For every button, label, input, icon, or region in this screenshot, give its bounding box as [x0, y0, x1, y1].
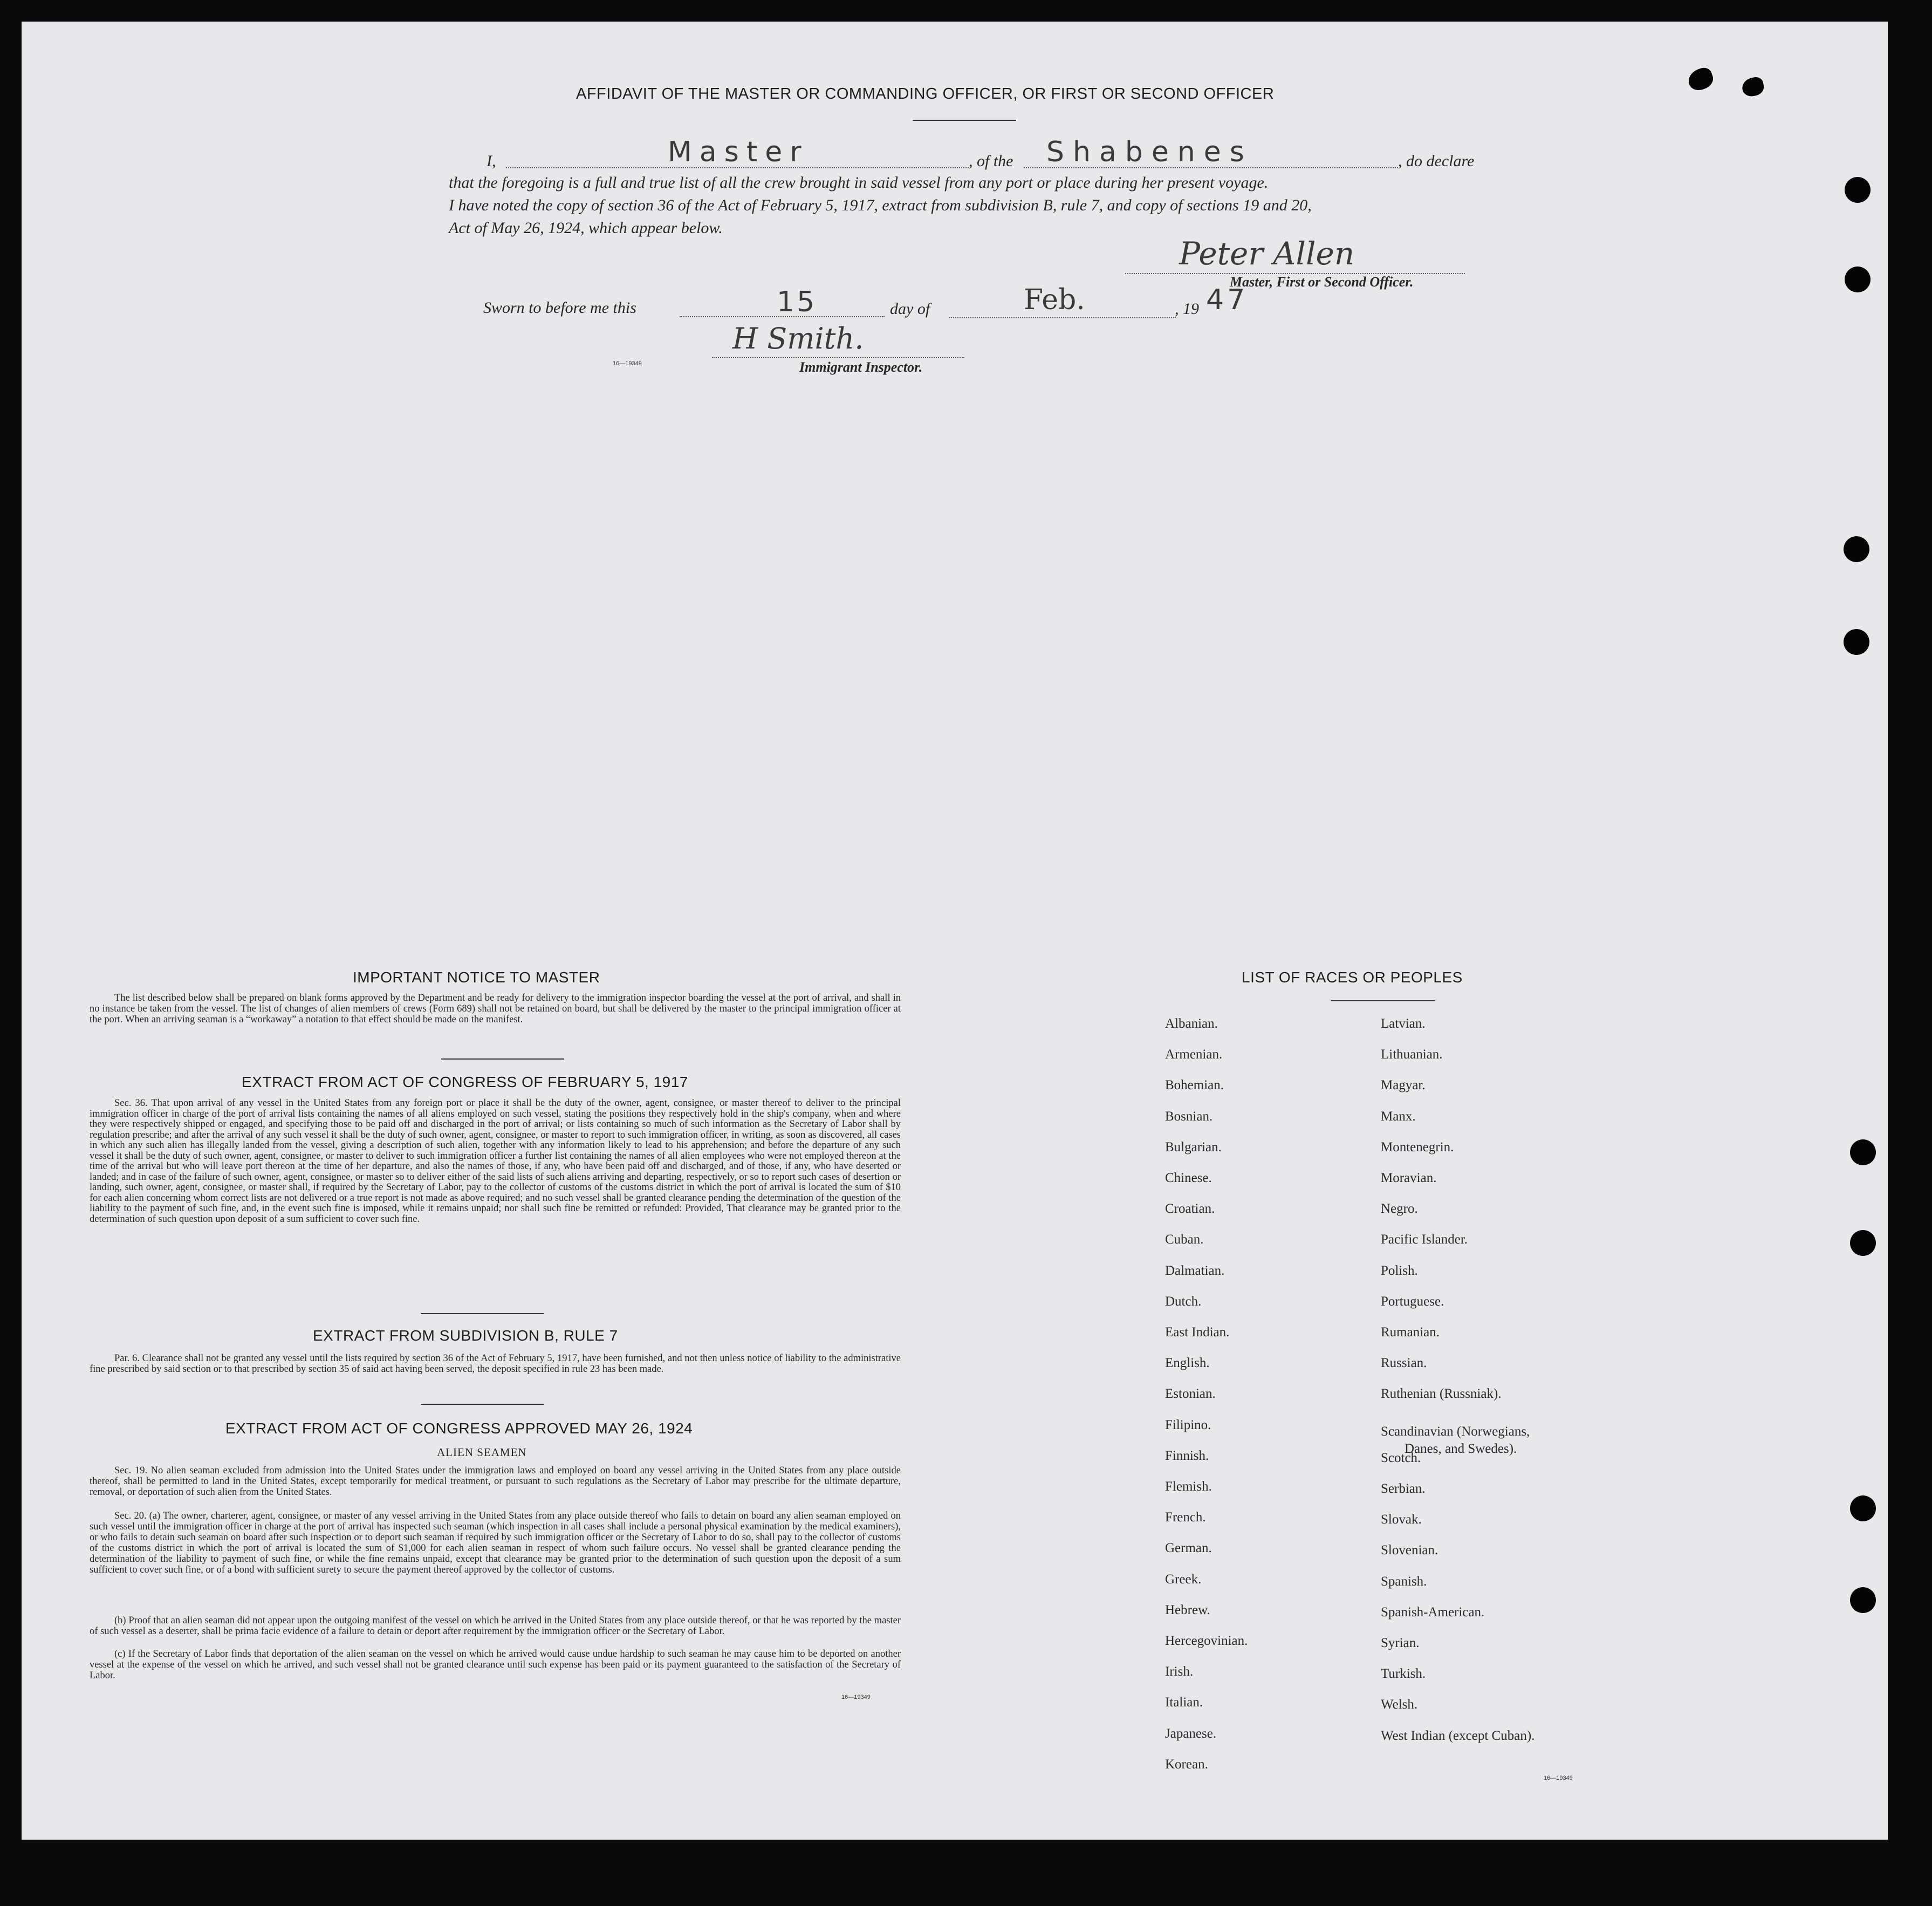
i-label: I,	[487, 152, 496, 170]
race-item: Chinese.	[1165, 1171, 1212, 1185]
master-signature: Peter Allen	[1179, 235, 1355, 272]
punch-hole	[1850, 1230, 1876, 1256]
race-item: Russian.	[1381, 1356, 1427, 1371]
affidavit-line-3: I have noted the copy of section 36 of the Act of February 5, 1917, extract from subdivision B, rule 7, and copy of sections 19 and 20,	[449, 196, 1312, 214]
notice-body: The list described below shall be prepared on blank forms approved by the Department and be ready for delivery to the immigration inspector boarding the vessel at the port of arrival, and shall in no instance be taken from the vessel. The list of changes of alien members of crews (Form 689) shall not be retained on board, but shall be delivered by the master to the principal immigration officer at the port. When an arriving seaman is a “workaway” a notation to that effect should be made on the manifest.	[90, 993, 901, 1025]
of-the-label: , of the	[969, 152, 1013, 170]
name-field-value: Master	[668, 136, 809, 168]
race-item: Greek.	[1165, 1572, 1202, 1587]
race-item: German.	[1165, 1541, 1212, 1556]
race-item: West Indian (except Cuban).	[1381, 1728, 1535, 1743]
race-item: Ruthenian (Russniak).	[1381, 1386, 1502, 1402]
affidavit-line-2: that the foregoing is a full and true list of all the crew brought in said vessel from any port or place during her present voyage.	[449, 174, 1269, 192]
race-item: Welsh.	[1381, 1697, 1418, 1712]
extract-form-number: 16—19349	[841, 1694, 871, 1700]
extract-1917-divider	[421, 1313, 544, 1314]
race-item: Scotch.	[1381, 1450, 1421, 1465]
day-of-label: day of	[890, 300, 930, 318]
race-item: Syrian.	[1381, 1636, 1420, 1650]
race-item: Rumanian.	[1381, 1325, 1440, 1340]
inspector-signature-line	[712, 357, 964, 358]
race-item: Polish.	[1381, 1263, 1418, 1278]
races-form-number: 16—19349	[1544, 1775, 1573, 1781]
race-item: Portuguese.	[1381, 1294, 1444, 1309]
race-item: Bosnian.	[1165, 1109, 1213, 1124]
sec-19-body: Sec. 19. No alien seaman excluded from admission into the United States under the immigration laws and employed on board any vessel arriving in the United States from any place outside thereof, shall be permitted to land in the United States, except temporarily for medical treatment, or pursuant to such regulations as the Secretary of Labor may prescribe for the ultimate departure, removal, or deportation of such alien from the United States.	[90, 1465, 901, 1498]
race-item: Estonian.	[1165, 1386, 1216, 1402]
race-item: East Indian.	[1165, 1325, 1230, 1340]
race-item: Filipino.	[1165, 1417, 1211, 1432]
race-item: Korean.	[1165, 1757, 1208, 1772]
races-title: LIST OF RACES OR PEOPLES	[1242, 969, 1463, 986]
year-prefix: , 19	[1175, 300, 1199, 318]
race-item: Spanish-American.	[1381, 1604, 1485, 1620]
race-item: Irish.	[1165, 1664, 1194, 1679]
day-field-value: 15	[777, 286, 817, 318]
sec-20c-body: (c) If the Secretary of Labor finds that deportation of the alien seaman on the vessel on which he arrived would cause undue hardship to such seaman he may cause him to be deported on another vessel at the expense of the vessel on which he arrived, and such vessel shall not be granted clearance until such expense has been paid or its payment guaranteed to the satisfaction of the Secretary of Labor.	[90, 1649, 901, 1681]
extract-1917-title: EXTRACT FROM ACT OF CONGRESS OF FEBRUARY 5, 1917	[242, 1074, 688, 1090]
race-item: Spanish.	[1381, 1574, 1427, 1589]
alien-seamen-subtitle: ALIEN SEAMEN	[437, 1446, 527, 1459]
race-item: Lithuanian.	[1381, 1047, 1443, 1062]
races-divider	[1331, 1000, 1435, 1001]
race-item: Slovenian.	[1381, 1543, 1438, 1558]
race-item: Japanese.	[1165, 1726, 1217, 1741]
form-number: 16—19349	[613, 360, 642, 367]
month-field-value: Feb.	[1024, 284, 1085, 316]
extract-1924-title: EXTRACT FROM ACT OF CONGRESS APPROVED MAY 26, 1924	[225, 1420, 693, 1437]
race-item: Montenegrin.	[1381, 1139, 1454, 1154]
affidavit-title: AFFIDAVIT OF THE MASTER OR COMMANDING OFFICER, OR FIRST OR SECOND OFFICER	[576, 85, 1275, 103]
race-item: Cuban.	[1165, 1232, 1204, 1247]
extract-1917-body: Sec. 36. That upon arrival of any vessel in the United States from any foreign port or place it shall be the duty of the owner, agent, consignee, or master thereof to deliver to the principal immigration officer in charge of the port of arrival lists containing the names of all aliens employed on such vessel, stating the positions they respectively hold in the ship's company, when and where they were respectively shipped or engaged, and specifying those to be paid off and discharged in the port of arrival; or lists containing so much of such information as the Secretary of Labor shall by regulation prescribe; and after the arrival of any such vessel it shall be the duty of such owner, agent, consignee, or master to report to such immigration officer, in writing, as soon as discovered, all cases in which any such alien has illegally landed from the vessel, giving a description of such alien, together with any information likely to lead to his apprehension; and before the departure of any such vessel it shall be the duty of such owner, agent, consignee, or master to deliver to such immigration officer a further list containing the names of all alien employees who were not employed thereon at the time of the arrival but who will leave port thereon at the time of her departure, and also the names of those, if any, who have been paid off and discharged, and of those, if any, who have deserted or landed; and in case of the failure of such owner, agent, consignee, or master so to deliver either of the said lists of such aliens arriving and departing, respectively, or so to report such cases of desertion or landing, such owner, agent, consignee, or master shall, if required by the Secretary of Labor, pay to the collector of customs of the customs district in which the port of arrival is located the sum of $10 for each alien concerning whom correct lists are not delivered or a true report is not made as above required; and no such vessel shall be granted clearance pending the determination of the question of the liability to the payment of such fine, and, in the event such fine is imposed, while it remains unpaid; nor shall such fine be remitted or refunded: Provided, That clearance may be granted prior to the determination of such question upon deposit of a sum sufficient to cover such fine.	[90, 1098, 901, 1225]
race-item: Italian.	[1165, 1695, 1203, 1710]
title-divider	[913, 120, 1016, 121]
inspector-caption: Immigrant Inspector.	[799, 359, 923, 375]
race-item: Serbian.	[1381, 1481, 1426, 1496]
vessel-field-value: Shabenes	[1046, 136, 1253, 168]
race-item: Slovak.	[1381, 1512, 1422, 1527]
race-item: Hercegovinian.	[1165, 1634, 1248, 1648]
race-item: Croatian.	[1165, 1201, 1215, 1217]
race-item: Dutch.	[1165, 1294, 1202, 1309]
race-item: Albanian.	[1165, 1016, 1218, 1031]
race-item: Turkish.	[1381, 1666, 1426, 1682]
race-item: Danes, and Swedes).	[1405, 1441, 1517, 1456]
race-item: Latvian.	[1381, 1016, 1426, 1031]
punch-hole	[1844, 629, 1869, 655]
master-signature-caption: Master, First or Second Officer.	[1230, 274, 1414, 290]
race-item: Moravian.	[1381, 1171, 1437, 1185]
race-item: Scandinavian (Norwegians,	[1381, 1424, 1530, 1439]
sec-20b-body: (b) Proof that an alien seaman did not appear upon the outgoing manifest of the vessel on which he arrived in the United States from any place outside thereof, or that he was reported by the master of such vessel as a deserter, shall be prima facie evidence of a failure to detain or deport after requirement by the immigration officer or the Secretary of Labor.	[90, 1615, 901, 1637]
punch-hole	[1850, 1495, 1876, 1521]
month-field-line	[949, 317, 1176, 318]
race-item: Hebrew.	[1165, 1602, 1210, 1617]
rule-7-divider	[421, 1404, 544, 1405]
race-item: Dalmatian.	[1165, 1263, 1225, 1278]
affidavit-line-4: Act of May 26, 1924, which appear below.	[449, 219, 723, 237]
race-item: Manx.	[1381, 1109, 1416, 1124]
sworn-label: Sworn to before me this	[483, 299, 636, 317]
punch-hole	[1844, 536, 1869, 562]
rule-7-title: EXTRACT FROM SUBDIVISION B, RULE 7	[313, 1327, 618, 1344]
punch-hole	[1850, 1587, 1876, 1613]
race-item: Pacific Islander.	[1381, 1232, 1468, 1247]
race-item: Magyar.	[1381, 1078, 1426, 1093]
race-item: French.	[1165, 1510, 1206, 1525]
race-item: Armenian.	[1165, 1047, 1223, 1062]
race-item: Finnish.	[1165, 1448, 1209, 1463]
punch-hole	[1850, 1139, 1876, 1165]
race-item: Flemish.	[1165, 1479, 1212, 1494]
rule-7-body: Par. 6. Clearance shall not be granted any vessel until the lists required by section 36 of the Act of February 5, 1917, have been furnished, and not then unless notice of liability to the administrative fine prescribed by said section or to that prescribed by section 35 of said act having been served, the deposit specified in rule 23 has been made.	[90, 1353, 901, 1375]
year-field-value: 47	[1206, 284, 1249, 316]
race-item: Negro.	[1381, 1201, 1418, 1217]
race-item: Bohemian.	[1165, 1078, 1224, 1093]
sec-20a-body: Sec. 20. (a) The owner, charterer, agent, consignee, or master of any vessel arriving in the United States from any place outside thereof who fails to detain on board any alien seaman employed on such vessel until the immigration officer in charge at the port of arrival has inspected such seaman (which inspection in all cases shall include a personal physical examination by the medical examiners), or who fails to detain such seaman on board after such inspection or to deport such seaman if required by such immigration officer or the Secretary of Labor to do so, shall pay to the collector of customs of the customs district in which the port of arrival is located the sum of $1,000 for each alien seaman in respect of whom such failure occurs. No vessel shall be granted clearance pending the determination of the liability to payment of such fine, or while the fine remains unpaid, except that clearance may be granted prior to the determination of such question upon the deposit of a sum sufficient to cover such fine, or of a bond with sufficient surety to secure the payment thereof approved by the collector of customs.	[90, 1511, 901, 1575]
do-declare-label: , do declare	[1398, 152, 1475, 170]
punch-hole	[1845, 267, 1871, 292]
race-item: English.	[1165, 1356, 1210, 1371]
race-item: Bulgarian.	[1165, 1139, 1222, 1154]
notice-title: IMPORTANT NOTICE TO MASTER	[353, 969, 600, 986]
punch-hole	[1845, 177, 1871, 203]
notice-divider	[441, 1058, 564, 1060]
inspector-signature: H Smith.	[732, 322, 864, 356]
